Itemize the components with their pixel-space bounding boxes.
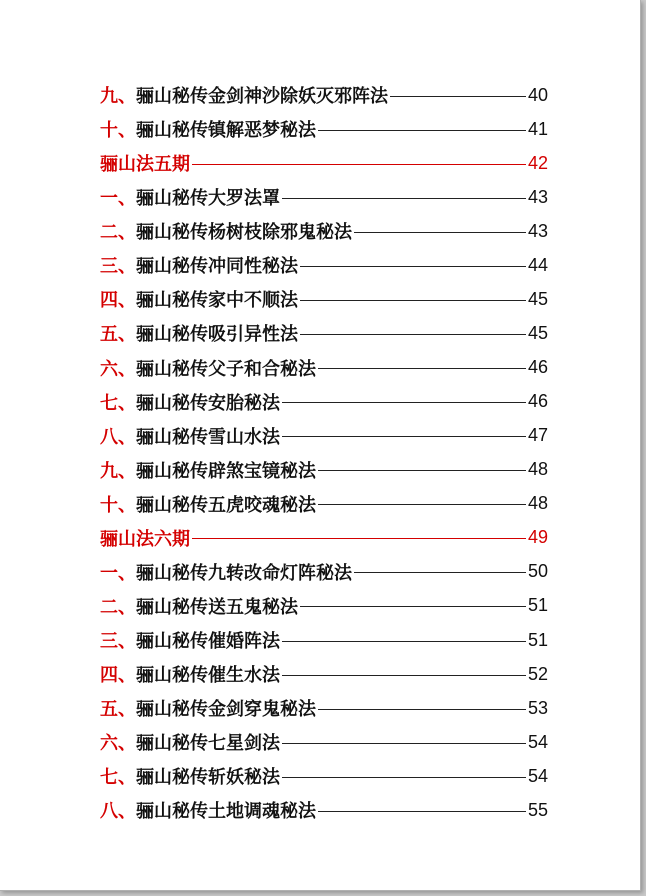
toc-entry[interactable] bbox=[100, 214, 548, 248]
toc-page-number: 54 bbox=[527, 765, 548, 786]
toc-page-number: 51 bbox=[527, 595, 548, 616]
toc-leader-line bbox=[282, 198, 526, 199]
toc-page-number: 46 bbox=[527, 357, 548, 378]
toc-entry[interactable] bbox=[100, 316, 548, 350]
toc-page-number: 53 bbox=[527, 697, 548, 718]
toc-page-number: 41 bbox=[527, 118, 548, 139]
toc-entry-title: 骊山秘传辟煞宝镜秘法 bbox=[136, 460, 316, 482]
toc-entry-title: 骊山秘传杨树枝除邪鬼秘法 bbox=[136, 222, 352, 244]
toc-entry-number: 三、 bbox=[100, 631, 136, 653]
toc-entry[interactable] bbox=[100, 180, 548, 214]
toc-entry[interactable] bbox=[100, 419, 548, 453]
toc-page-number: 45 bbox=[527, 322, 548, 343]
toc-page-number: 54 bbox=[527, 731, 548, 752]
toc-leader-line bbox=[282, 777, 526, 778]
toc-entry-number: 四、 bbox=[100, 290, 136, 312]
toc-entry-title: 骊山秘传五虎咬魂秘法 bbox=[136, 494, 316, 516]
toc-page-number: 55 bbox=[527, 799, 548, 820]
toc-leader-line bbox=[318, 368, 526, 369]
toc-page-number: 48 bbox=[527, 459, 548, 480]
toc-page-number: 52 bbox=[527, 663, 548, 684]
toc-leader-line bbox=[318, 504, 526, 505]
toc-entry[interactable] bbox=[100, 248, 548, 282]
toc-entry-number: 七、 bbox=[100, 767, 136, 789]
toc-entry-number: 十、 bbox=[100, 494, 136, 516]
toc-page-number: 51 bbox=[527, 629, 548, 650]
toc-leader-line bbox=[390, 96, 526, 97]
toc-entry[interactable] bbox=[100, 691, 548, 725]
toc-page-number: 47 bbox=[527, 425, 548, 446]
toc-entry-title: 骊山秘传土地调魂秘法 bbox=[136, 801, 316, 823]
toc-page-number: 49 bbox=[527, 527, 548, 548]
toc-entry[interactable] bbox=[100, 589, 548, 623]
toc-page-number: 48 bbox=[527, 493, 548, 514]
toc-entry-title: 骊山法六期 bbox=[100, 528, 190, 550]
toc-page-number: 40 bbox=[527, 84, 548, 105]
toc-entry-title: 骊山秘传九转改命灯阵秘法 bbox=[136, 562, 352, 584]
toc-page-number: 50 bbox=[527, 561, 548, 582]
toc-entry-title: 骊山秘传父子和合秘法 bbox=[136, 358, 316, 380]
toc-entry-title: 骊山秘传家中不顺法 bbox=[136, 290, 298, 312]
toc-entry-number: 二、 bbox=[100, 222, 136, 244]
toc-page-number: 43 bbox=[527, 186, 548, 207]
toc-entry-number: 三、 bbox=[100, 256, 136, 278]
toc-entry[interactable] bbox=[100, 78, 548, 112]
toc-leader-line bbox=[282, 641, 526, 642]
toc-entry-title: 骊山秘传催婚阵法 bbox=[136, 631, 280, 653]
toc-entry-title: 骊山法五期 bbox=[100, 154, 190, 176]
toc-page-number: 42 bbox=[527, 152, 548, 173]
toc-entry-number: 一、 bbox=[100, 562, 136, 584]
toc-entry[interactable] bbox=[100, 725, 548, 759]
toc-leader-line bbox=[300, 606, 526, 607]
toc-entry-title: 骊山秘传七星剑法 bbox=[136, 733, 280, 755]
toc-leader-line bbox=[318, 130, 526, 131]
toc-entry-title: 骊山秘传安胎秘法 bbox=[136, 392, 280, 414]
toc-entry[interactable] bbox=[100, 657, 548, 691]
toc-entry[interactable] bbox=[100, 282, 548, 316]
toc-section-heading[interactable] bbox=[100, 146, 548, 180]
toc-entry-number: 十、 bbox=[100, 120, 136, 142]
toc-entry[interactable] bbox=[100, 487, 548, 521]
toc-entry-title: 骊山秘传催生水法 bbox=[136, 665, 280, 687]
toc-entry[interactable] bbox=[100, 759, 548, 793]
toc-entry-title: 骊山秘传送五鬼秘法 bbox=[136, 596, 298, 618]
toc-entry-title: 骊山秘传雪山水法 bbox=[136, 426, 280, 448]
toc-entry-title: 骊山秘传冲同性秘法 bbox=[136, 256, 298, 278]
table-of-contents bbox=[100, 78, 548, 827]
toc-entry[interactable] bbox=[100, 793, 548, 827]
toc-entry-number: 二、 bbox=[100, 596, 136, 618]
toc-entry[interactable] bbox=[100, 453, 548, 487]
toc-entry[interactable] bbox=[100, 351, 548, 385]
toc-leader-line bbox=[282, 743, 526, 744]
toc-entry[interactable] bbox=[100, 555, 548, 589]
toc-entry-number: 八、 bbox=[100, 426, 136, 448]
toc-entry-number: 五、 bbox=[100, 324, 136, 346]
toc-entry-number: 六、 bbox=[100, 733, 136, 755]
toc-leader-line bbox=[282, 675, 526, 676]
toc-entry-number: 一、 bbox=[100, 188, 136, 210]
toc-entry-title: 骊山秘传镇解恶梦秘法 bbox=[136, 120, 316, 142]
toc-leader-line bbox=[318, 811, 526, 812]
toc-leader-line bbox=[300, 300, 526, 301]
toc-page-number: 44 bbox=[527, 254, 548, 275]
toc-page-number: 46 bbox=[527, 391, 548, 412]
toc-leader-line bbox=[192, 538, 526, 539]
toc-page-number: 43 bbox=[527, 220, 548, 241]
toc-leader-line bbox=[300, 334, 526, 335]
toc-entry-number: 四、 bbox=[100, 665, 136, 687]
toc-entry-number: 五、 bbox=[100, 699, 136, 721]
toc-entry-number: 八、 bbox=[100, 801, 136, 823]
toc-entry-number: 六、 bbox=[100, 358, 136, 380]
toc-entry-title: 骊山秘传金剑穿鬼秘法 bbox=[136, 699, 316, 721]
toc-entry-title: 骊山秘传金剑神沙除妖灭邪阵法 bbox=[136, 86, 388, 108]
toc-entry-number: 九、 bbox=[100, 460, 136, 482]
toc-leader-line bbox=[354, 572, 526, 573]
toc-entry[interactable] bbox=[100, 385, 548, 419]
toc-entry-number: 九、 bbox=[100, 86, 136, 108]
toc-entry-title: 骊山秘传大罗法罩 bbox=[136, 188, 280, 210]
toc-entry-title: 骊山秘传斩妖秘法 bbox=[136, 767, 280, 789]
toc-entry-title: 骊山秘传吸引异性法 bbox=[136, 324, 298, 346]
toc-leader-line bbox=[318, 470, 526, 471]
toc-leader-line bbox=[282, 402, 526, 403]
toc-section-heading[interactable] bbox=[100, 521, 548, 555]
toc-leader-line bbox=[282, 436, 526, 437]
toc-entry[interactable] bbox=[100, 112, 548, 146]
toc-leader-line bbox=[300, 266, 526, 267]
toc-page-number: 45 bbox=[527, 288, 548, 309]
toc-leader-line bbox=[354, 232, 526, 233]
toc-entry[interactable] bbox=[100, 623, 548, 657]
toc-leader-line bbox=[318, 709, 526, 710]
toc-leader-line bbox=[192, 164, 526, 165]
toc-entry-number: 七、 bbox=[100, 392, 136, 414]
